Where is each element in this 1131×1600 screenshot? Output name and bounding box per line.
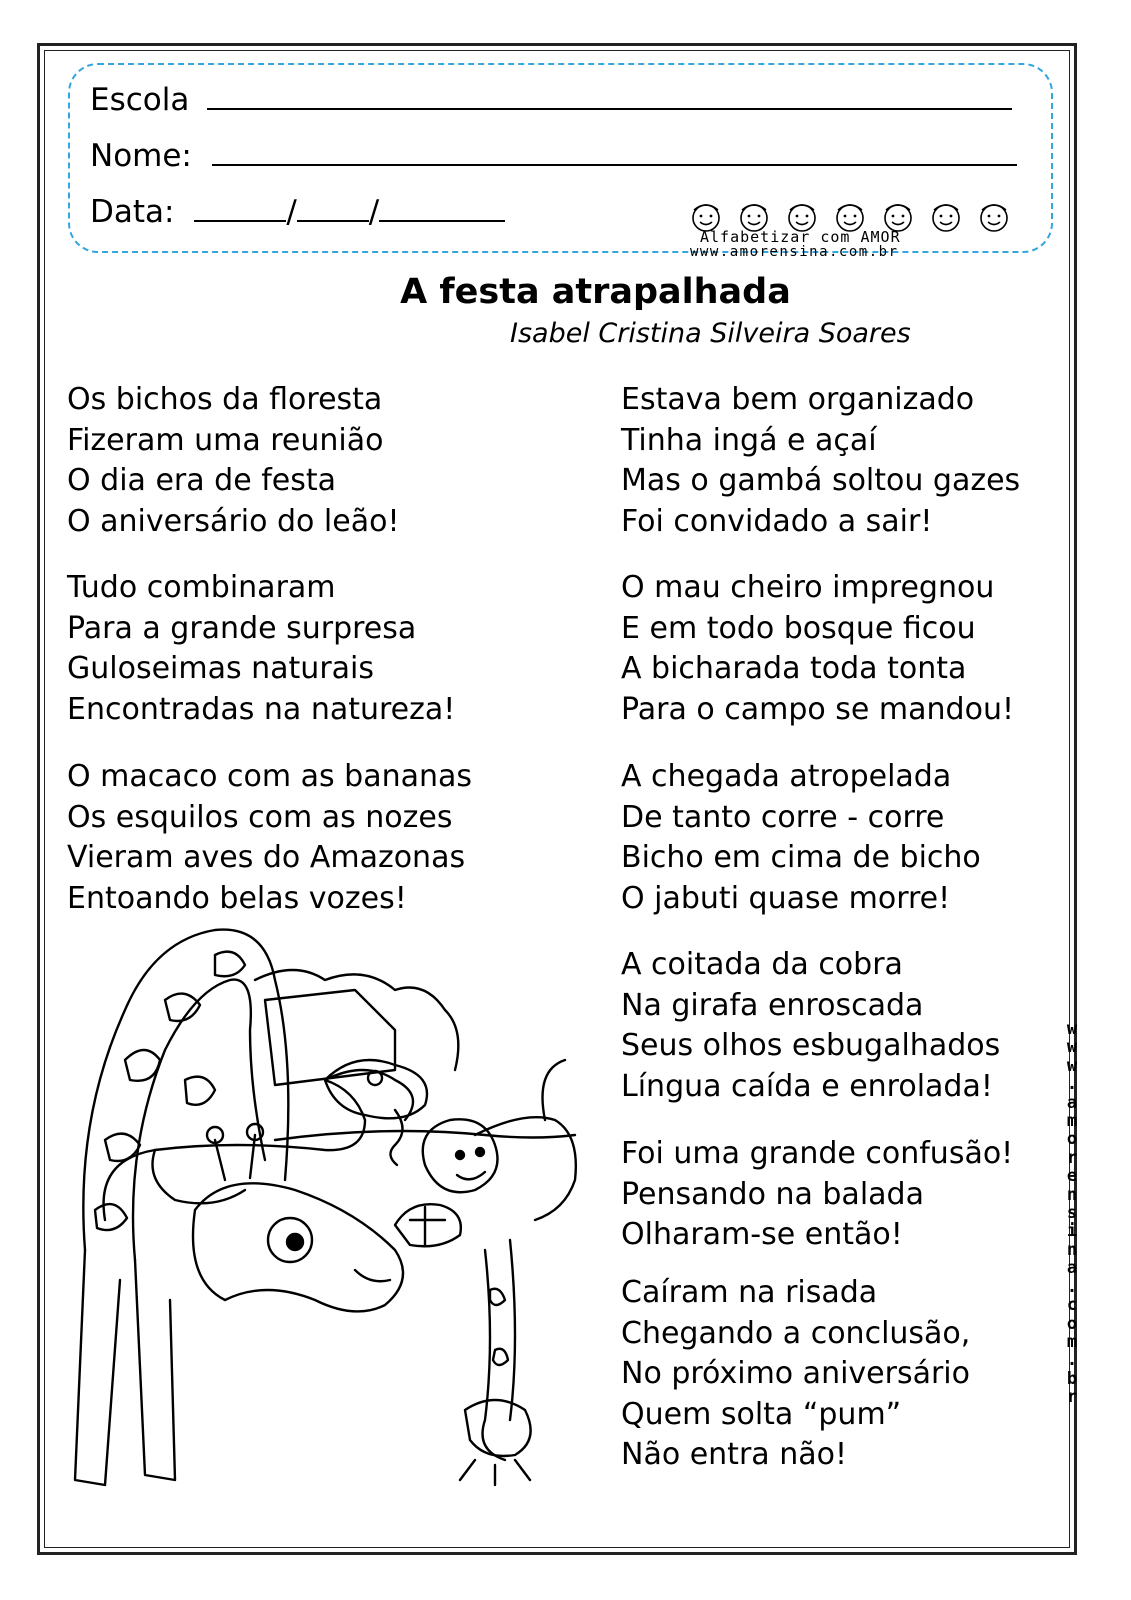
verse-line: Foi convidado a sair! [621,503,933,539]
stanza [67,568,455,730]
side-url-vertical [1062,1020,1082,1407]
side-url-char: . [1066,1350,1078,1371]
verse-line: De tanto corre - corre [621,799,945,835]
face-icon [933,205,959,231]
poem-title: A festa atrapalhada [400,272,791,312]
side-url-char: m [1066,1331,1078,1352]
side-url-char: r [1066,1147,1078,1168]
verse-line: Na girafa enroscada [621,987,924,1023]
side-url-char: . [1066,1276,1078,1297]
side-url-char: b [1066,1368,1078,1389]
giraffe-leg [135,1260,175,1480]
verse-line: Quem solta “pum” [621,1396,902,1432]
verse-line: Estava bem organizado [621,382,975,417]
verse-line: A chegada atropelada [621,759,952,794]
side-url-char: w [1066,1019,1078,1039]
verse-line: O jabuti quase morre! [621,880,951,916]
verse-line: Os esquilos com as nozes [67,799,453,835]
side-url-char: o [1066,1129,1078,1150]
side-url-char: a [1066,1258,1078,1279]
coloring-illustration [65,920,595,1500]
month-field[interactable] [297,196,369,222]
side-url-char: s [1066,1203,1078,1224]
verse-line: Bicho em cima de bicho [621,840,981,875]
verse-line: Seus olhos esbugalhados [621,1028,1001,1063]
year-field[interactable] [379,196,505,222]
verse-line: Foi uma grande confusão! [621,1136,1014,1171]
side-url-char: n [1066,1239,1078,1260]
verse-line: Pensando na balada [621,1176,924,1212]
stanza [621,757,981,919]
date-separator: / [286,194,297,230]
side-url-char: a [1066,1092,1078,1113]
data-line [90,194,505,230]
stanza [621,1134,1013,1256]
poem-author: Isabel Cristina Silveira Soares [510,318,911,349]
verse-line: O aniversário do leão! [67,503,400,539]
stanza [621,568,1014,730]
nome-line [90,138,1017,174]
verse-line: A coitada da cobra [621,947,903,982]
stanza [621,945,1000,1107]
verse-line: O mau cheiro impregnou [621,570,995,605]
verse-line: Fizeram uma reunião [67,422,384,458]
side-url-char: c [1066,1295,1078,1316]
logo-caption: Alfabetizar com AMOR [700,228,901,246]
nome-field[interactable] [212,140,1017,166]
verse-line: Encontradas na natureza! [67,691,456,727]
verse-line: No próximo aniversário [621,1356,970,1391]
verse-line: Tudo combinaram [67,570,336,605]
verse-line: Olharam-se então! [621,1217,903,1252]
verse-line: Língua caída e enrolada! [621,1068,993,1104]
side-url-char: m [1066,1111,1078,1132]
verse-line: O dia era de festa [67,463,336,498]
face-icon [981,205,1007,231]
verse-line: E em todo bosque ficou [621,610,976,646]
verse-line: Guloseimas naturais [67,651,375,686]
lion-tail [543,1060,566,1120]
side-url-char: w [1066,1037,1078,1058]
verse-line: Os bichos da floresta [67,382,383,417]
side-url-char: . [1066,1074,1078,1095]
date-separator: / [368,194,380,230]
verse-line: Vieram aves do Amazonas [67,840,466,875]
day-field[interactable] [194,196,286,222]
side-url-char: e [1066,1166,1078,1187]
side-url-char: w [1066,1055,1078,1076]
verse-line: Para a grande surpresa [67,610,417,646]
small-animal [465,1400,531,1456]
escola-field[interactable] [207,84,1012,110]
giraffe-neck-inner [133,980,265,1260]
stanza [621,1273,970,1476]
verse-line: Para o campo se mandou! [621,691,1014,727]
side-url-char: i [1066,1221,1078,1242]
stanza [621,380,1020,542]
nome-label: Nome: [90,138,192,174]
giraffe-leg [75,1250,120,1485]
verse-line: Não entra não! [621,1437,847,1472]
verse-line: O macaco com as bananas [67,759,473,794]
side-url-char: r [1066,1387,1078,1408]
verse-line: Chegando a conclusão, [621,1315,971,1351]
logo-url: www.amorensina.com.br [690,244,899,260]
side-url-char: o [1066,1313,1078,1334]
escola-line [90,82,1012,118]
turtle-shell [395,1204,461,1246]
verse-line: Caíram na risada [621,1275,878,1310]
verse-line: Entoando belas vozes! [67,880,407,916]
verse-line: A bicharada toda tonta [621,651,967,686]
side-url-char: n [1066,1184,1078,1205]
stanza [67,757,472,919]
verse-line: Tinha ingá e açaí [621,422,877,458]
verse-line: Mas o gambá soltou gazes [621,463,1021,498]
escola-label: Escola [90,82,190,118]
data-label: Data: [90,194,175,230]
stanza [67,380,400,542]
